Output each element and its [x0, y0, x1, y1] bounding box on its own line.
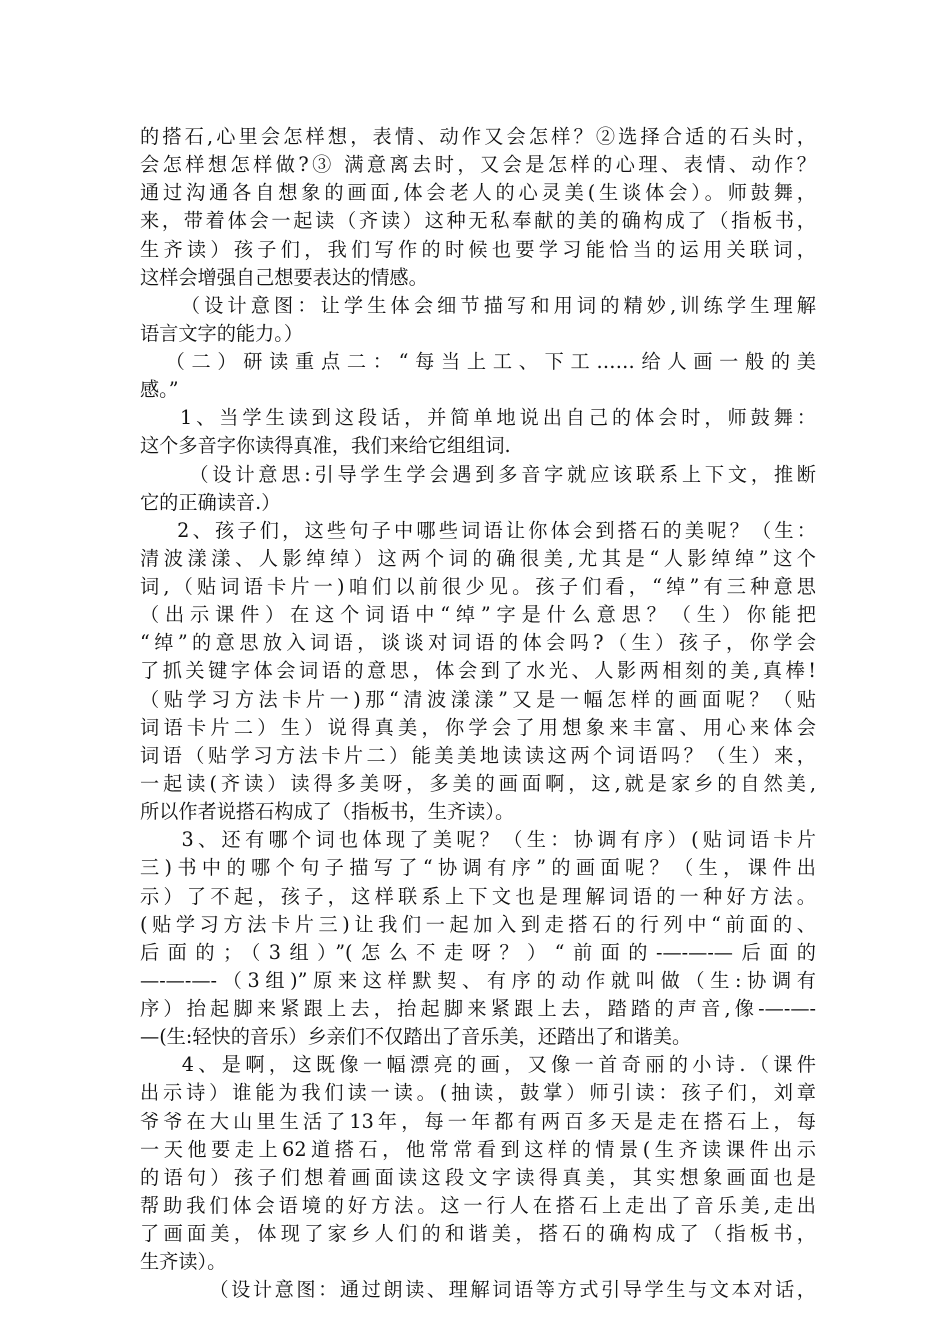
text-line: 它的正确读音.） [140, 490, 281, 514]
text-line: 的搭石,心里会怎样想，表情、动作又会怎样？②选择合适的石头时， [140, 125, 816, 148]
text-line: 词语（贴学习方法卡片二）能美美地读读这两个词语吗？（生）来， [140, 743, 816, 767]
text-line: —-—-—-（3组)”原来这样默契、有序的动作就叫做（生:协调有 [140, 968, 816, 992]
text-line: 4、是啊，这既像一幅漂亮的画，又像一首奇丽的小诗.（课件 [140, 1053, 816, 1077]
text-line: 爷爷在大山里生活了13年，每一年都有两百多天是走在搭石上，每 [140, 1109, 816, 1133]
text-line: 1、当学生读到这段话，并简单地说出自己的体会时，师鼓舞： [140, 406, 816, 430]
text-line: （设计意图：让学生体会细节描写和用词的精妙,训练学生理解 [140, 293, 816, 317]
text-line: 序）抬起脚来紧跟上去，抬起脚来紧跟上去，踏踏的声音,像-—-—- [140, 997, 816, 1021]
text-line: “绰”的意思放入词语，谈谈对词语的体会吗?（生）孩子，你学会 [140, 631, 816, 655]
text-line: 词语卡片二）生）说得真美，你学会了用想象来丰富、用心来体会 [140, 715, 816, 739]
text-line: 生齐读）。 [140, 1250, 227, 1274]
text-line: 所以作者说搭石构成了（指板书，生齐读）。 [140, 800, 515, 824]
text-line: 帮助我们体会语境的好方法。这一行人在搭石上走出了音乐美,走出 [140, 1193, 816, 1217]
text-line: (贴学习方法卡片三)让我们一起加入到走搭石的行列中“前面的、 [140, 912, 816, 936]
text-line: 示）了不起，孩子，这样联系上下文也是理解词语的一种好方法。 [140, 884, 816, 908]
text-line: 这个多音字你读得真准，我们来给它组组词. [140, 434, 511, 458]
text-line: 2、孩子们，这些句子中哪些词语让你体会到搭石的美呢？（生： [140, 518, 816, 542]
text-line: 清波漾漾、人影绰绰）这两个词的确很美,尤其是“人影绰绰”这个 [140, 546, 816, 570]
text-line: 一天他要走上62道搭石，他常常看到这样的情景(生齐读课件出示 [140, 1137, 816, 1161]
text-line: 来，带着体会一起读（齐读）这种无私奉献的美的确构成了（指板书， [140, 209, 816, 233]
text-line: 语言文字的能力。） [140, 321, 304, 345]
section-heading: （二）研读重点二：“每当上工、下工……给人画一般的美 [140, 350, 816, 374]
text-line: 了画面美，体现了家乡人们的和谐美，搭石的确构成了（指板书， [140, 1222, 816, 1246]
text-line: 的语句）孩子们想着画面读这段文字读得真美，其实想象画面也是 [140, 1165, 816, 1189]
text-line: 了抓关键字体会词语的意思，体会到了水光、人影两相刻的美,真棒! [140, 659, 816, 683]
text-line: （设计意图：通过朗读、理解词语等方式引导学生与文本对话， [140, 1278, 816, 1302]
text-line: 出示诗）谁能为我们读一读。(抽读，鼓掌）师引读：孩子们，刘章 [140, 1081, 816, 1105]
section-heading: 感。” [140, 378, 179, 402]
text-line: 通过沟通各自想象的画面,体会老人的心灵美(生谈体会）。师鼓舞， [140, 181, 816, 205]
text-line: （贴学习方法卡片一)那“清波漾漾”又是一幅怎样的画面呢？（贴 [140, 687, 816, 711]
text-line: 这样会增强自己想要表达的情感。 [140, 265, 428, 289]
text-line: 3、还有哪个词也体现了美呢？（生：协调有序）(贴词语卡片 [140, 828, 816, 852]
text-line: 词,（贴词语卡片一)咱们以前很少见。孩子们看，“绰”有三种意思 [140, 575, 816, 599]
text-line: 生齐读）孩子们，我们写作的时候也要学习能恰当的运用关联词， [140, 237, 816, 261]
text-line: —(生:轻快的音乐）乡亲们不仅踏出了音乐美，还踏出了和谐美。 [140, 1025, 692, 1049]
text-line: 三)书中的哪个句子描写了“协调有序”的画面呢？（生，课件出 [140, 856, 816, 880]
text-line: （设计意思:引导学生学会遇到多音字就应该联系上下文，推断 [140, 462, 816, 486]
text-line: （出示课件）在这个词语中“绰”字是什么意思？（生）你能把 [140, 603, 816, 627]
text-line: 一起读(齐读）读得多美呀，多美的画面啊，这,就是家乡的自然美, [140, 771, 816, 795]
text-line: 会怎样想怎样做?③ 满意离去时，又会是怎样的心理、表情、动作？ [140, 153, 816, 177]
text-line: 后面的；（3组）”(怎么不走呀？）“前面的-—-—-—后面的 [140, 940, 816, 964]
